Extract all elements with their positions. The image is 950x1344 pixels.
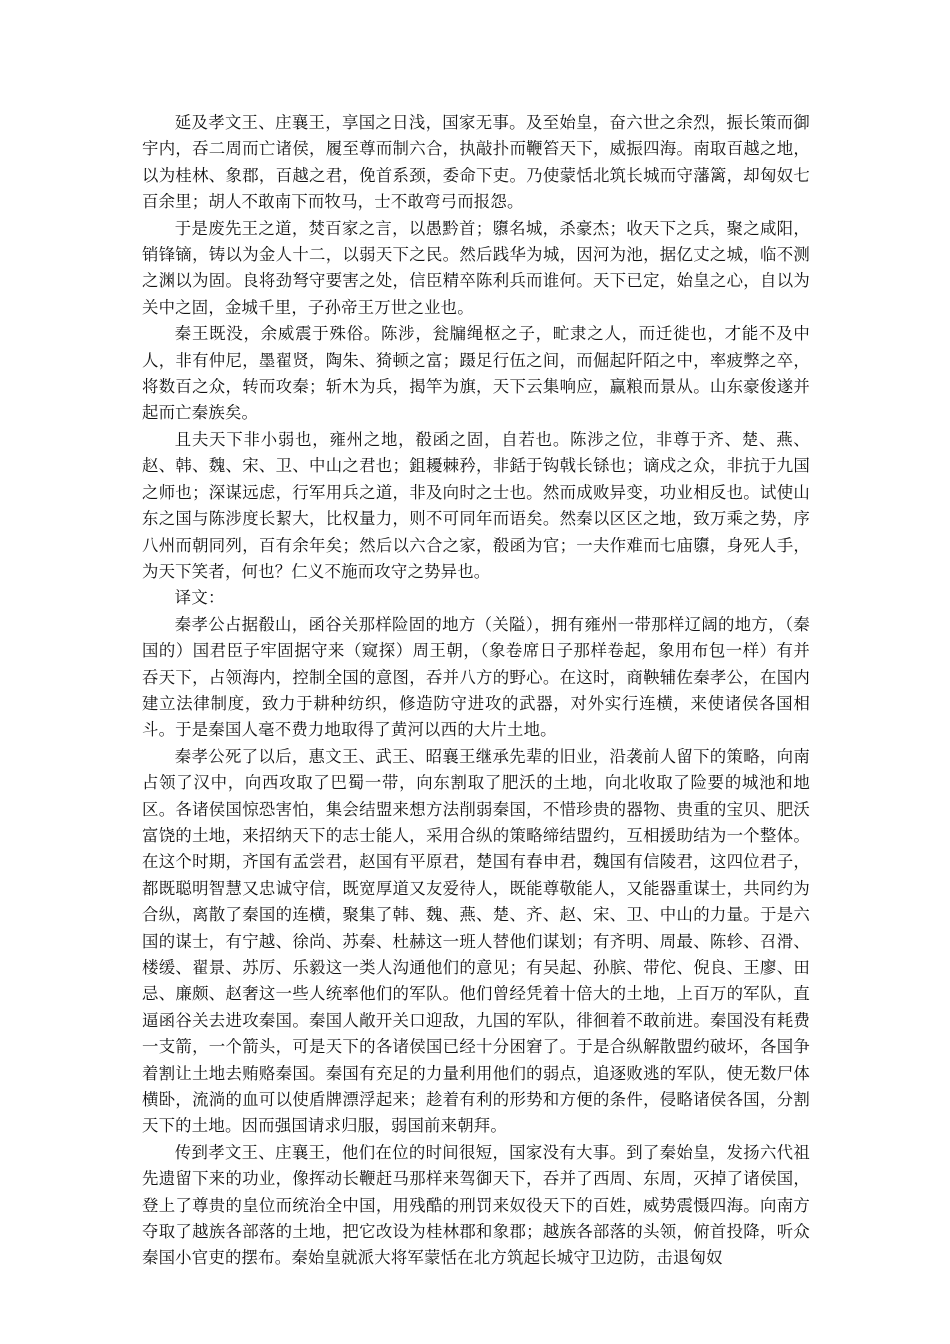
document-page (142, 110, 810, 1272)
paragraph-original-1: 延及孝文王、庄襄王，享国之日浅，国家无事。及至始皇，奋六世之余烈，振长策而御宇内，吞二周而亡诸侯，履至尊而制六合，执敲扑而鞭笞天下，威振四海。南取百越之地，以为桂林、象郡，百越之君，俛首系颈，委命下吏。乃使蒙恬北筑长城而守藩篱，却匈奴七百余里；胡人不敢南下而牧马，士不敢弯弓而报怨。 (142, 113, 810, 212)
paragraph-translation-2: 秦孝公死了以后，惠文王、武王、昭襄王继承先辈的旧业，沿袭前人留下的策略，向南占领了汉中，向西攻取了巴蜀一带，向东割取了肥沃的土地，向北收取了险要的城池和地区。各诸侯国惊恐害怕，集会结盟来想方法削弱秦国，不惜珍贵的器物、贵重的宝贝、肥沃富饶的土地，来招纳天下的志士能人，采用合纵的策略缔结盟约，互相援助结为一个整体。在这个时期，齐国有孟尝君，赵国有平原君，楚国有春申君，魏国有信陵君，这四位君子，都既聪明智慧又忠诚守信，既宽厚道又友爱待人，既能尊敬能人，又能器重谋士，共同约为合纵，离散了秦国的连横，聚集了韩、魏、燕、楚、齐、赵、宋、卫、中山的力量。于是六国的谋士，有宁越、徐尚、苏秦、杜赫这一班人替他们谋划；有齐明、周最、陈轸、召滑、楼缓、翟景、苏厉、乐毅这一类人沟通他们的意见；有吴起、孙膑、带佗、倪良、王廖、田忌、廉颇、赵奢这一些人统率他们的军队。他们曾经凭着十倍大的土地，上百万的军队，直逼函谷关去进攻秦国。秦国人敞开关口迎敌，九国的军队，徘徊着不敢前进。秦国没有耗费一支箭，一个箭头，可是天下的各诸侯国已经十分困窘了。于是合纵解散盟约破坏，各国争着割让土地去贿赂秦国。秦国有充足的力量利用他们的弱点，追逐败逃的军队，使无数尸体横卧，流淌的血可以使盾牌漂浮起来；趁着有利的形势和方便的条件，侵略诸侯各国，分割天下的土地。因而强国请求归服，弱国前来朝拜。 (142, 746, 810, 1136)
paragraph-translation-3: 传到孝文王、庄襄王，他们在位的时间很短，国家没有大事。到了秦始皇，发扬六代祖先遗留下来的功业，像挥动长鞭赶马那样来驾御天下，吞并了西周、东周，灭掉了诸侯国，登上了尊贵的皇位而统治全中国，用残酷的刑罚来奴役天下的百姓，威势震慑四海。向南方夺取了越族各部落的土地，把它改设为桂林郡和象郡；越族各部落的头领，俯首投降，听众秦国小官吏的摆布。秦始皇就派大将军蒙恬在北方筑起长城守卫边防，击退匈奴 (142, 1142, 810, 1268)
translation-heading: 译文： (174, 588, 225, 608)
paragraph-original-4: 且夫天下非小弱也，雍州之地，殽函之固，自若也。陈涉之位，非尊于齐、楚、燕、赵、韩、魏、宋、卫、中山之君也；鉏耰棘矜，非銛于钩戟长铩也；谪戍之众，非抗于九国之师也；深谋远虑，行军用兵之道，非及向时之士也。然而成败异变，功业相反也。试使山东之国与陈涉度长絜大，比权量力，则不可同年而语矣。然秦以区区之地，致万乘之势，序八州而朝同列，百有余年矣；然后以六合之家，殽函为官；一夫作难而七庙隳，身死人手，为天下笑者，何也？仁义不施而攻守之势异也。 (142, 429, 810, 581)
paragraph-translation-1: 秦孝公占据殽山，函谷关那样险固的地方（关隘），拥有雍州一带那样辽阔的地方，（秦国的）国君臣子牢固据守来（窥探）周王朝，（象卷席日子那样卷起，象用布包一样）有并吞天下，占领海内，控制全国的意图，吞并八方的野心。在这时，商鞅辅佐秦孝公，在国内建立法律制度，致力于耕种纺织，修造防守进攻的武器，对外实行连横，来使诸侯各国相斗。于是秦国人毫不费力地取得了黄河以西的大片土地。 (142, 614, 810, 740)
paragraph-original-3: 秦王既没，余威震于殊俗。陈涉，瓮牖绳枢之子，甿隶之人，而迁徙也，才能不及中人，非有仲尼，墨翟贤，陶朱、猗顿之富；蹑足行伍之间，而倔起阡陌之中，率疲弊之卒，将数百之众，转而攻秦；斩木为兵，揭竿为旗，天下云集响应，赢粮而景从。山东豪俊遂并起而亡秦族矣。 (142, 324, 810, 423)
paragraph-original-2: 于是废先王之道，焚百家之言，以愚黔首；隳名城，杀豪杰；收天下之兵，聚之咸阳，销锋镝，铸以为金人十二，以弱天下之民。然后践华为城，因河为池，据亿丈之城，临不测之渊以为固。良将劲弩守要害之处，信臣精卒陈利兵而谁何。天下已定，始皇之心，自以为关中之固，金城千里，子孙帝王万世之业也。 (142, 218, 810, 317)
